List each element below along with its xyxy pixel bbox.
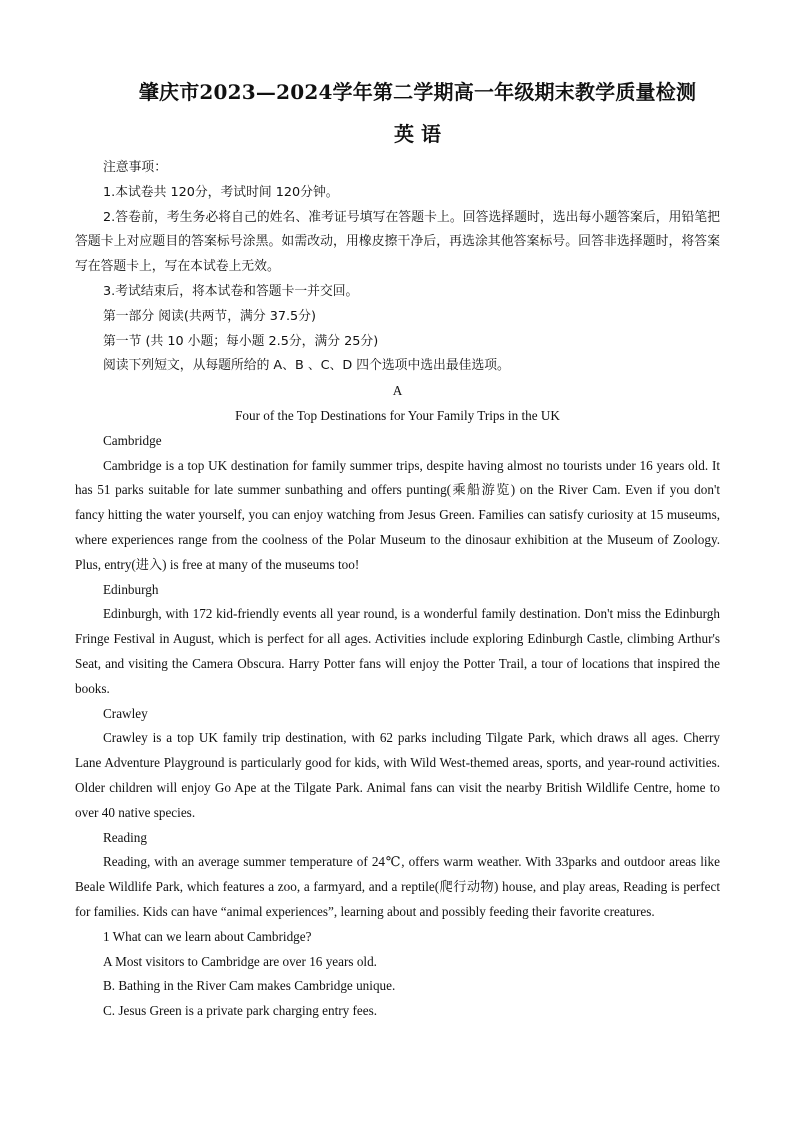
city-text-cambridge: Cambridge is a top UK destination for family summer trips, despite having almost no tourists under 16 years old. It has 51 parks suitable for late summer sunbathing and offers punting(乘船游览) on the River Cam. Even if you don't fancy hitting the water yourself, you can enjoy watching from Jesus Green. Families can satisfy curiosity at 15 museums, where experiences range from the coolness of the Polar Museum to the dinosaur exhibition at the Museum of Zoology. Plus, entry(进入) is free at many of the museums too! bbox=[75, 457, 720, 572]
city-name-cambridge: Cambridge bbox=[103, 432, 162, 448]
city-text-reading: Reading, with an average summer temperature of 24℃, offers warm weather. With 33parks and outdoor areas like Beale Wildlife Park, which features a zoo, a farmyard, and a reptile(爬行动物) house, and play areas, Reading is perfect for families. Kids can have “animal experiences”, learning about and possibly feeding their favorite creatures. bbox=[75, 854, 720, 919]
section-part1: 第一部分 阅读(共两节，满分 37.5分) bbox=[103, 308, 316, 324]
exam-body bbox=[75, 156, 720, 1024]
notes-heading: 注意事项： bbox=[103, 160, 167, 175]
notes-item-1: 1.本试卷共 120分，考试时间 120分钟。 bbox=[103, 184, 339, 200]
subject-title: 英 语 bbox=[394, 122, 441, 146]
question-1-option-c: C. Jesus Green is a private park charging entry fees. bbox=[103, 1003, 378, 1019]
notes-item-3: 3.考试结束后，将本试卷和答题卡一并交回。 bbox=[103, 283, 359, 299]
passage-label: A bbox=[392, 383, 403, 399]
city-name-reading: Reading bbox=[103, 829, 147, 845]
section-sec1: 第一节 (共 10 小题；每小题 2.5分，满分 25分) bbox=[103, 333, 379, 349]
city-name-edinburgh: Edinburgh bbox=[103, 581, 159, 597]
question-1-stem: 1 What can we learn about Cambridge? bbox=[103, 928, 312, 944]
city-text-crawley: Crawley is a top UK family trip destination, with 62 parks including Tilgate Park, which draws all ages. Cherry Lane Adventure Playground is particularly good for kids, with Wild West-themed areas, sports, and year-round activities. Older children will enjoy Go Ape at the Tilgate Park. Animal fans can visit the nearby British Wildlife Centre, home to over 40 native species. bbox=[75, 730, 720, 820]
exam-title: 肇庆市2023—2024学年第二学期高一年级期末教学质量检测 bbox=[138, 80, 697, 104]
city-text-edinburgh: Edinburgh, with 172 kid-friendly events all year round, is a wonderful family destination. Don't miss the Edinburgh Fringe Festival in August, which is perfect for all ages. Activities include exploring Edinburgh Castle, climbing Arthur's Seat, and visiting the Camera Obscura. Harry Potter fans will enjoy the Potter Trail, a tour of locations that inspired the books. bbox=[75, 606, 720, 696]
question-1-option-a: A Most visitors to Cambridge are over 16 years old. bbox=[103, 953, 377, 969]
passage-title: Four of the Top Destinations for Your Family Trips in the UK bbox=[235, 407, 560, 423]
question-1-option-b: B. Bathing in the River Cam makes Cambridge unique. bbox=[103, 978, 396, 994]
city-name-crawley: Crawley bbox=[103, 705, 148, 721]
notes-item-2: 2.答卷前，考生务必将自己的姓名、准考证号填写在答题卡上。回答选择题时，选出每小题答案后，用铅笔把答题卡上对应题目的答案标号涂黑。如需改动，用橡皮擦干净后，再选涂其他答案标号。回答非选择题时，将答案写在答题卡上，写在本试卷上无效。 bbox=[75, 209, 720, 275]
section-instruction: 阅读下列短文，从每题所给的 A、B 、C、D 四个选项中选出最佳选项。 bbox=[103, 358, 510, 374]
